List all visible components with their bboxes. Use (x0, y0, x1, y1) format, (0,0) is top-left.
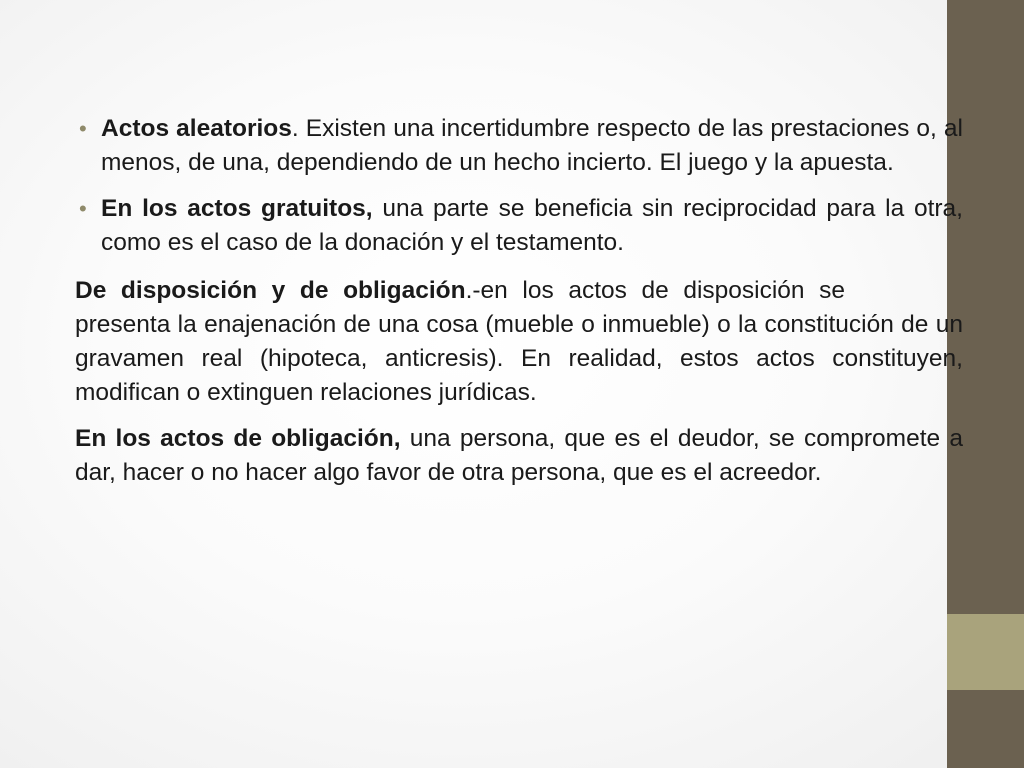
paragraph-text: una persona, que es el deudor, se compromete a dar, hacer o no hacer algo favor de otra persona, que es el acreedor. (75, 425, 963, 486)
bullet-heading: Actos aleatorios (101, 115, 292, 142)
paragraph-text-start: .-en los actos de disposición se (465, 277, 846, 304)
bullet-item-aleatorios (75, 112, 963, 180)
bullet-dot-icon: • (79, 196, 87, 221)
paragraph-heading: De disposición y de obligación (75, 277, 466, 304)
bullet-item-gratuitos (75, 192, 963, 260)
bullet-text: . Existen una incertidumbre respecto de las prestaciones o, al menos, de una, dependiendo de un hecho incierto. El juego y la apuesta. (101, 115, 963, 176)
bullet-heading: En los actos gratuitos, (101, 195, 373, 222)
paragraph-disposicion (75, 274, 963, 410)
bullet-text: una parte se beneficia sin reciprocidad para la otra, como es el caso de la donación y el testamento. (101, 195, 963, 256)
paragraph-text-rest: presenta la enajenación de una cosa (mueble o inmueble) o la constitución de un gravamen real (hipoteca, anticresis). En realidad, estos actos constituyen, modifican o extinguen relaciones jurídicas. (75, 311, 963, 406)
slide-content (75, 112, 963, 490)
side-bar-accent (947, 614, 1024, 690)
paragraph-obligacion (75, 422, 963, 490)
paragraph-heading: En los actos de obligación, (75, 425, 401, 452)
bullet-dot-icon: • (79, 116, 87, 141)
side-bar-bottom (947, 690, 1024, 768)
